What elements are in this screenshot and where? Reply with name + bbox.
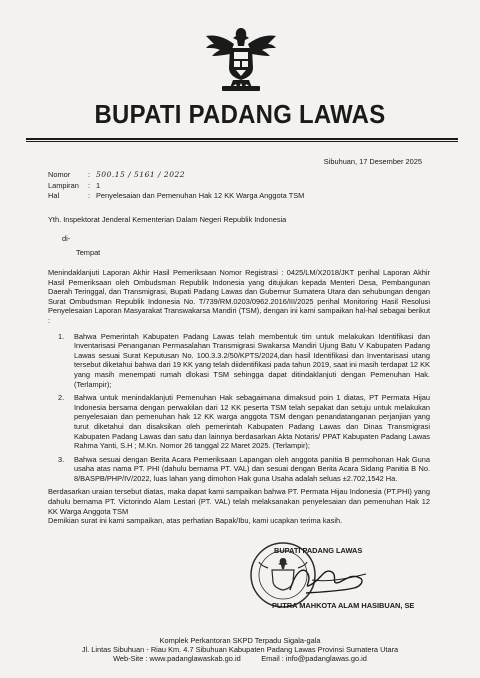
signatory-name: PUTRA MAHKOTA ALAM HASIBUAN, SE <box>272 601 415 610</box>
list-item <box>48 455 430 484</box>
meta-value-lampiran: 1 <box>96 180 101 190</box>
meta-label: Lampiran <box>48 180 79 190</box>
list-item-text: Bahwa untuk menindaklanjuti Pemenuhan Hak sebagaimana dimaksud poin 1 diatas, PT Permata Hijau Indonesia bersama dengan perwakilan dari 12 KK peserta TSM telah sepakat dan setuju untuk melakukan penyelesaian dan pemenuhan hak 12 KK warga anggota TSM dengan penandatanganan perjanjian yang turut diketahui dan disaksikan oleh pemerintah Kabupaten Padang Lawas dan Dinas Transmigrasi Kabupaten Padang Lawas dan satu dan lainnya berdasarkan Akta Notaris/ PPAT Kabupaten Padang Lawas Rahma Yanti, S.H ; M.Kn. Nomor 26 tanggal 22 Maret 2025. (Terlampir); <box>74 393 430 451</box>
letter-footer <box>0 636 480 664</box>
letterhead-rule-thin <box>26 141 458 142</box>
closing-thanks: Demikian surat ini kami sampaikan, atas perhatian Bapak/Ibu, kami ucapkan terima kasih. <box>48 516 343 526</box>
letterhead-title: BUPATI PADANG LAWAS <box>94 99 386 129</box>
meta-colon: : <box>88 180 91 190</box>
meta-label: Nomor <box>48 170 71 179</box>
meta-value-nomor: 500.15 / 5161 / 2022 <box>96 170 186 179</box>
list-item-text: Bahwa sesuai dengan Berita Acara Pemeriksaan Lapangan oleh anggota panitia B permohonan Hak Guna usaha atas nama PT. PHI (dahulu bernama PT. VAL) dan sesuai dengan Berita Acara Sidang Panitia B No. 8/BASPB/PHP/IV/2022, luas lahan yang dimohon Hak guna Usaha adalah seluas ±2.702,1542 Ha. <box>74 454 430 483</box>
list-item-number: 2. <box>58 393 65 403</box>
meta-row-lampiran <box>48 181 304 192</box>
meta-colon: : <box>88 191 91 201</box>
list-item-number: 3. <box>58 454 65 464</box>
addressee-di: di- <box>62 234 71 243</box>
list-item-text: Bahwa Pemerintah Kabupaten Padang Lawas telah membentuk tim untuk melakukan Identifikasi dan Inventarisasi Penanganan Permasalahan Transmigrasi Swakarsa Mandiri Ujung Batu V Kabupaten Padang Lawas sesuai Surat Keputusan No. 100.3.3.2/50/KPTS/2024,dan hasil Identifikasi dan Inventarisasi utang tersebut diketahui bahwa dari 19 KK yang telah diidentifikasi pada tahun 2019, saat ini masih terdapat 12 KK yang masih menempati rumah dlokasi TSM sehingga dapat ditindaklanjuti dengan Pemenuhan Hak. (Terlampir); <box>74 331 430 389</box>
list-item <box>48 332 430 390</box>
intro-paragraph: Menindaklanjuti Laporan Akhir Hasil Pemeriksaan Nomor Registrasi : 0425/LM/X2018/JKT perihal Laporan Akhir Hasil Pemeriksaan oleh Ombudsman Republik Indonesia yang ditujukan kepada Menteri Desa, Pembangunan Daerah Teringgal, dan Transmigrasi, Bupati Padang Lawas dan Gubernur Sumatera Utara dan sehubungan dengan Surat Ombudsman Republik Indonesia No. T/739/RM.0203/0962.2016/III/2025 perihal Monitoring Hasil Resolusi Penyelesaian Laporan Masyarakat Transwakarsa Mandiri (TSM), dengan ini kami sampaikan hal-hal sebagai berikut : <box>48 268 430 325</box>
letter-body <box>48 268 430 532</box>
list-item <box>48 393 430 451</box>
meta-label: Hal <box>48 191 60 201</box>
letterhead-rule-thick <box>26 138 458 140</box>
meta-colon: : <box>88 170 91 179</box>
footer-line: Komplek Perkantoran SKPD Terpadu Sigala-gala <box>159 636 321 645</box>
footer-contact: Web-Site : www.padanglawaskab.go.id Email : info@padanglawas.go.id <box>113 654 367 664</box>
numbered-list <box>48 332 430 484</box>
list-item-number: 1. <box>58 331 65 341</box>
meta-value-hal: Penyelesaian dan Pemenuhan Hak 12 KK Warga Anggota TSM <box>96 191 305 201</box>
handwritten-signature <box>282 560 372 598</box>
addressee: Yth. Inspektorat Jenderal Kementerian Dalam Negeri Republik Indonesia <box>48 215 287 224</box>
letter-date: Sibuhuan, 17 Desember 2025 <box>323 157 422 166</box>
addressee-tempat: Tempat <box>76 248 101 257</box>
meta-row-nomor <box>48 170 304 181</box>
signature-title: BUPATI PADANG LAWAS <box>274 546 363 555</box>
letter-meta <box>48 170 304 202</box>
garuda-emblem-icon <box>200 24 282 94</box>
meta-row-hal <box>48 191 304 202</box>
footer-line: Jl. Lintas Sibuhuan - Riau Km. 4.7 Sibuhuan Kabupaten Padang Lawas Provinsi Sumatera Utara <box>81 645 399 655</box>
closing-paragraph: Berdasarkan uraian tersebut diatas, maka dapat kami sampaikan bahwa PT. Permata Hijau Indonesia (PT.PHI) yang dahulu bernama PT. Victorindo Alam Lestari (PT. VAL) telah melaksanakan penyelesaian dan pemenuhan Hak 12 KK Warga Anggota TSM <box>48 487 430 516</box>
